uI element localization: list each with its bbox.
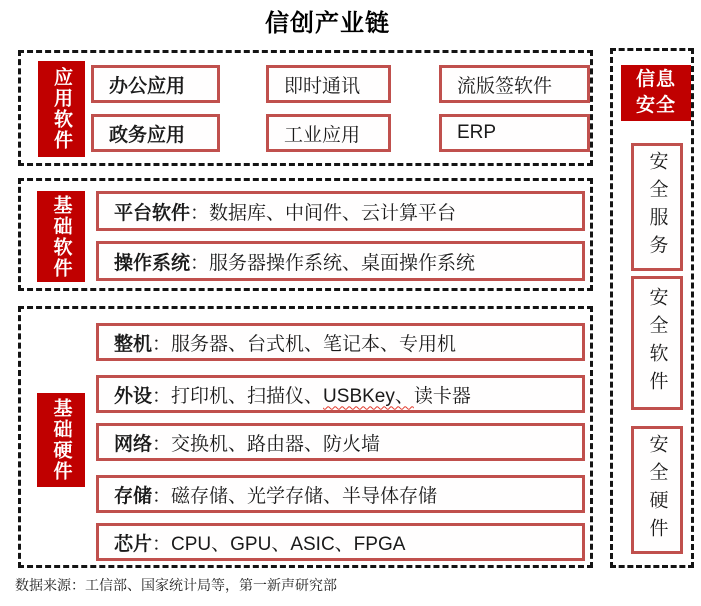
row-operating-system-label: 操作系统 <box>114 252 191 274</box>
row-network <box>96 423 585 461</box>
data-source-note: 数据来源：工信部、国家统计局等，第一新声研究部 <box>15 577 337 593</box>
row-platform-software-label: 平台软件 <box>114 202 191 224</box>
row-peripherals-items-post: 读卡器 <box>413 385 471 407</box>
box-instant-messaging: 即时通讯 <box>266 65 391 103</box>
row-network-colon: ： <box>152 433 172 455</box>
row-chips <box>96 523 585 561</box>
row-network-label: 网络 <box>114 433 153 455</box>
row-chips-items: CPU、GPU、ASIC、FPGA <box>171 533 406 555</box>
box-office-apps: 办公应用 <box>91 65 220 103</box>
row-platform-software-items: 数据库、中间件、云计算平台 <box>209 202 457 224</box>
row-chips-label: 芯片 <box>114 533 153 555</box>
row-storage-label: 存储 <box>114 485 153 507</box>
section-label-basic-hardware: 基础硬件 <box>37 393 85 487</box>
page-title: 信创产业链 <box>265 10 390 37</box>
row-complete-machines-items: 服务器、台式机、笔记本、专用机 <box>171 333 457 355</box>
box-industrial-apps: 工业应用 <box>266 114 391 152</box>
section-info-security <box>610 48 694 568</box>
section-label-info-security <box>621 65 691 121</box>
box-security-software: 安全软件 <box>631 276 683 410</box>
row-complete-machines-label: 整机 <box>114 333 153 355</box>
box-stream-sign-software: 流版签软件 <box>439 65 590 103</box>
row-chips-colon: ： <box>152 533 172 555</box>
row-network-items: 交换机、路由器、防火墙 <box>171 433 381 455</box>
box-security-services: 安全服务 <box>631 143 683 271</box>
section-app-software <box>18 50 593 166</box>
row-complete-machines <box>96 323 585 361</box>
row-operating-system-items: 服务器操作系统、桌面操作系统 <box>209 252 476 274</box>
box-erp: ERP <box>439 114 590 152</box>
row-complete-machines-colon: ： <box>152 333 172 355</box>
section-basic-hardware <box>18 306 593 568</box>
info-security-label-text: 信息安全 <box>635 69 676 116</box>
row-platform-software <box>96 191 585 231</box>
row-storage-colon: ： <box>152 485 172 507</box>
row-peripherals-items-pre: 打印机、扫描仪、 <box>171 385 324 407</box>
section-label-app-software: 应用软件 <box>38 61 85 157</box>
row-storage <box>96 475 585 513</box>
row-peripherals-colon: ： <box>152 385 172 407</box>
box-government-apps: 政务应用 <box>91 114 220 152</box>
row-platform-software-colon: ： <box>190 202 210 224</box>
box-security-hardware: 安全硬件 <box>631 426 683 554</box>
section-label-basic-software: 基础软件 <box>37 191 85 282</box>
row-operating-system <box>96 241 585 281</box>
row-peripherals-items-usbkey: USBKey、 <box>323 385 414 407</box>
row-storage-items: 磁存储、光学存储、半导体存储 <box>171 485 438 507</box>
row-peripherals <box>96 375 585 413</box>
row-operating-system-colon: ： <box>190 252 210 274</box>
section-basic-software <box>18 178 593 291</box>
row-peripherals-label: 外设 <box>114 385 153 407</box>
